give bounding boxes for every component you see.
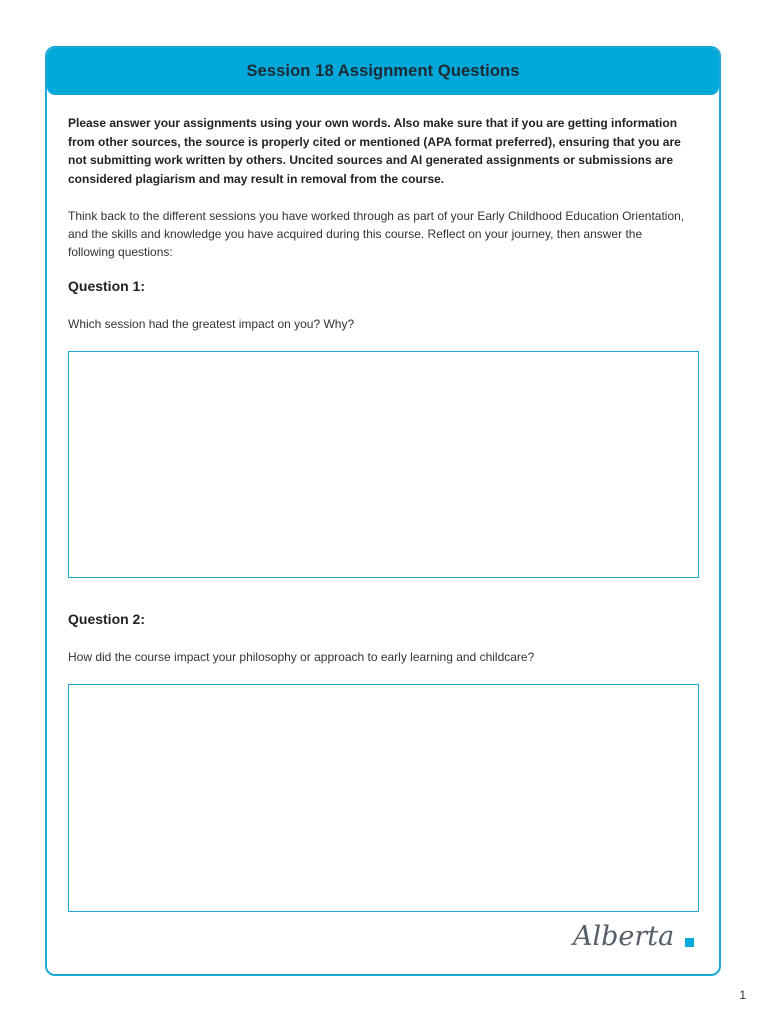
- assignment-card: [45, 46, 721, 976]
- header-bar: [47, 48, 719, 95]
- intro-section: [68, 114, 688, 261]
- question-1-heading: Question 1:: [68, 278, 146, 294]
- page-number: 1: [739, 988, 746, 1002]
- instructions-text: Think back to the different sessions you have worked through as part of your Early Childhood Education Orientation, and the skills and knowledge you have acquired during this course. Reflect on your journey, then answer the following questions:: [68, 209, 685, 259]
- question-2-answer-box[interactable]: [68, 684, 699, 912]
- question-1-text: Which session had the greatest impact on you? Why?: [68, 317, 355, 331]
- plagiarism-notice: Please answer your assignments using your own words. Also make sure that if you are getting information from other sources, the source is properly cited or mentioned (APA format preferred), ensuring that you are not submitting work written by others. Uncited sources and AI generated assignments or submissions are considered plagiarism and may result in removal from the course.: [68, 116, 681, 186]
- question-2-heading: Question 2:: [68, 611, 146, 627]
- alberta-logo-text: Alberta: [573, 921, 675, 952]
- page-title: Session 18 Assignment Questions: [246, 61, 520, 80]
- question-1-answer-box[interactable]: [68, 351, 699, 578]
- alberta-logo-square: [685, 938, 694, 947]
- question-2-text: How did the course impact your philosophy or approach to early learning and childcare?: [68, 650, 535, 664]
- alberta-logo: [571, 916, 701, 956]
